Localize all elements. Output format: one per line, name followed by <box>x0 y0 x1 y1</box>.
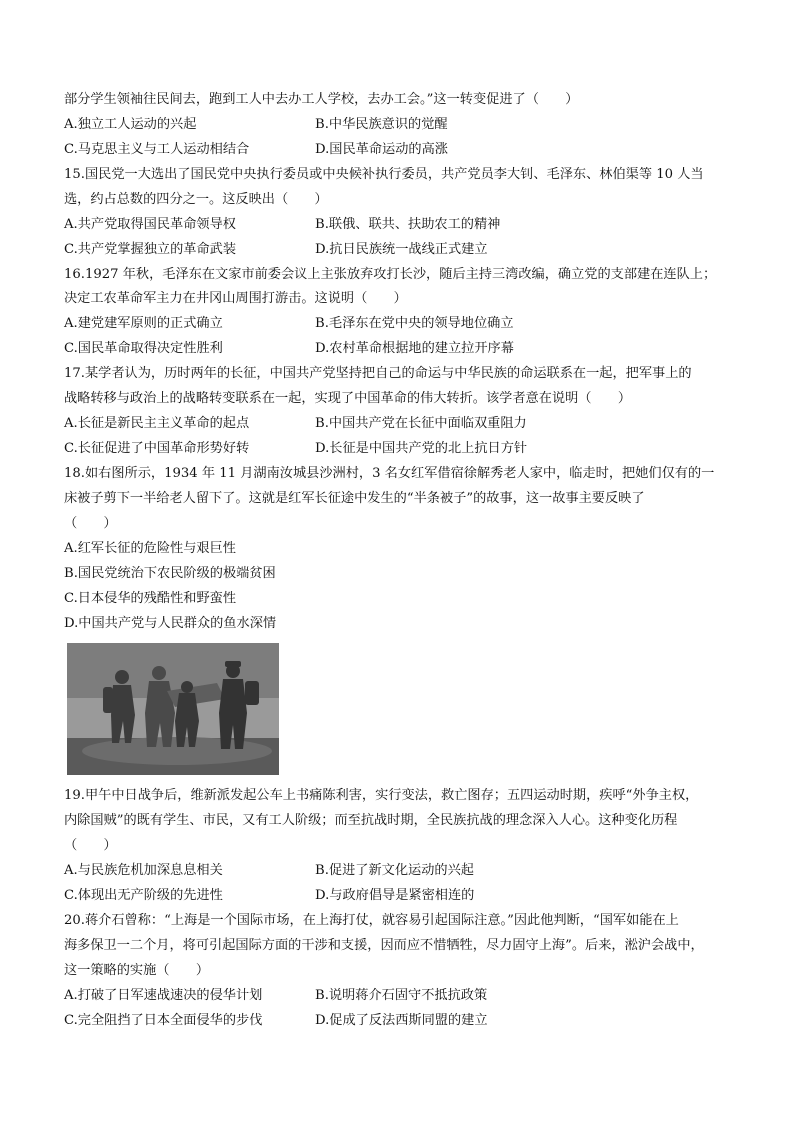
q18-option-b: B.国民党统治下农民阶级的极端贫困 <box>64 566 276 581</box>
q18-option-c: C.日本侵华的残酷性和野蛮性 <box>64 591 237 606</box>
statue-illustration <box>67 643 279 775</box>
q19-stem: 19.甲午中日战争后，维新派发起公车上书痛陈利害，实行变法，救亡图存；五四运动时期，疾呼“外争主权， <box>64 788 699 803</box>
q16-option-c: C.国民革命取得决定性胜利 <box>64 341 223 356</box>
q17-option-a: A.长征是新民主主义革命的起点 <box>64 416 250 431</box>
q15-stem: 15.国民党一大选出了国民党中央执行委员或中央候补执行委员，共产党员李大钊、毛泽东、林伯渠等 10 人当 <box>64 167 704 182</box>
q19-answer-blank: （ ） <box>64 838 117 853</box>
q19-option-a: A.与民族危机加深息息相关 <box>64 863 223 878</box>
q14-option-d: D.国民革命运动的高涨 <box>315 142 448 157</box>
q20-option-c: C.完全阻挡了日本全面侵华的步伐 <box>64 1013 263 1028</box>
q18-option-a: A.红军长征的危险性与艰巨性 <box>64 541 236 556</box>
q17-option-b: B.中国共产党在长征中面临双重阻力 <box>315 416 527 431</box>
q19-option-c: C.体现出无产阶级的先进性 <box>64 888 223 903</box>
q17-option-d: D.长征是中国共产党的北上抗日方针 <box>315 441 528 456</box>
q15-option-c: C.共产党掌握独立的革命武装 <box>64 242 237 257</box>
q15-option-a: A.共产党取得国民革命领导权 <box>64 217 236 232</box>
q17-stem-cont: 战略转移与政治上的战略转变联系在一起，实现了中国革命的伟大转折。该学者意在说明（ ） <box>64 391 632 406</box>
q14-option-b: B.中华民族意识的觉醒 <box>315 117 448 132</box>
statue-photo <box>67 643 279 775</box>
q19-option-d: D.与政府倡导是紧密相连的 <box>315 888 475 903</box>
q16-stem-cont: 决定工农革命军主力在井冈山周围打游击。这说明（ ） <box>64 291 407 306</box>
q15-option-b: B.联俄、联共、扶助农工的精神 <box>315 217 501 232</box>
q16-option-d: D.农村革命根据地的建立拉开序幕 <box>315 341 514 356</box>
q14-stem: 部分学生领袖往民间去，跑到工人中去办工人学校，去办工会。”这一转变促进了（ ） <box>64 92 579 107</box>
q20-stem-cont: 海多保卫一二个月，将可引起国际方面的干涉和支援，因而应不惜牺牲，尽力固守上海”。后来，淞沪会战中， <box>64 938 704 953</box>
q20-stem: 20.蒋介石曾称：“上海是一个国际市场，在上海打仗，就容易引起国际注意。”因此他判断，“国军如能在上 <box>64 913 679 928</box>
q19-stem-cont: 内除国贼”的既有学生、市民，又有工人阶级；而至抗战时期，全民族抗战的理念深入人心。这种变化历程 <box>64 813 678 828</box>
q19-option-b: B.促进了新文化运动的兴起 <box>315 863 474 878</box>
q20-stem-cont-2: 这一策略的实施（ ） <box>64 963 210 978</box>
q18-stem-cont: 床被子剪下一半给老人留下了。这就是红军长征途中发生的“半条被子”的故事，这一故事主要反映了 <box>64 491 645 506</box>
q14-option-a: A.独立工人运动的兴起 <box>64 117 197 132</box>
q18-option-d: D.中国共产党与人民群众的鱼水深情 <box>64 616 277 631</box>
q16-option-a: A.建党建军原则的正式确立 <box>64 316 223 331</box>
q15-option-d: D.抗日民族统一战线正式建立 <box>315 242 488 257</box>
q15-stem-cont: 选，约占总数的四分之一。这反映出（ ） <box>64 192 328 207</box>
q14-option-c: C.马克思主义与工人运动相结合 <box>64 142 250 157</box>
q18-answer-blank: （ ） <box>64 516 117 531</box>
q17-stem: 17.某学者认为，历时两年的长征，中国共产党坚持把自己的命运与中华民族的命运联系在一起，把军事上的 <box>64 366 692 381</box>
q20-option-b: B.说明蒋介石固守不抵抗政策 <box>315 988 488 1003</box>
q20-option-a: A.打破了日军速战速决的侵华计划 <box>64 988 263 1003</box>
q16-option-b: B.毛泽东在党中央的领导地位确立 <box>315 316 514 331</box>
q18-stem: 18.如右图所示，1934 年 11 月湖南汝城县沙洲村，3 名女红军借宿徐解秀老人家中，临走时，把她们仅有的一 <box>64 466 715 481</box>
q16-stem: 16.1927 年秋，毛泽东在文家市前委会议上主张放弃攻打长沙，随后主持三湾改编，确立党的支部建在连队上； <box>64 267 717 282</box>
q17-option-c: C.长征促进了中国革命形势好转 <box>64 441 250 456</box>
q20-option-d: D.促成了反法西斯同盟的建立 <box>315 1013 488 1028</box>
